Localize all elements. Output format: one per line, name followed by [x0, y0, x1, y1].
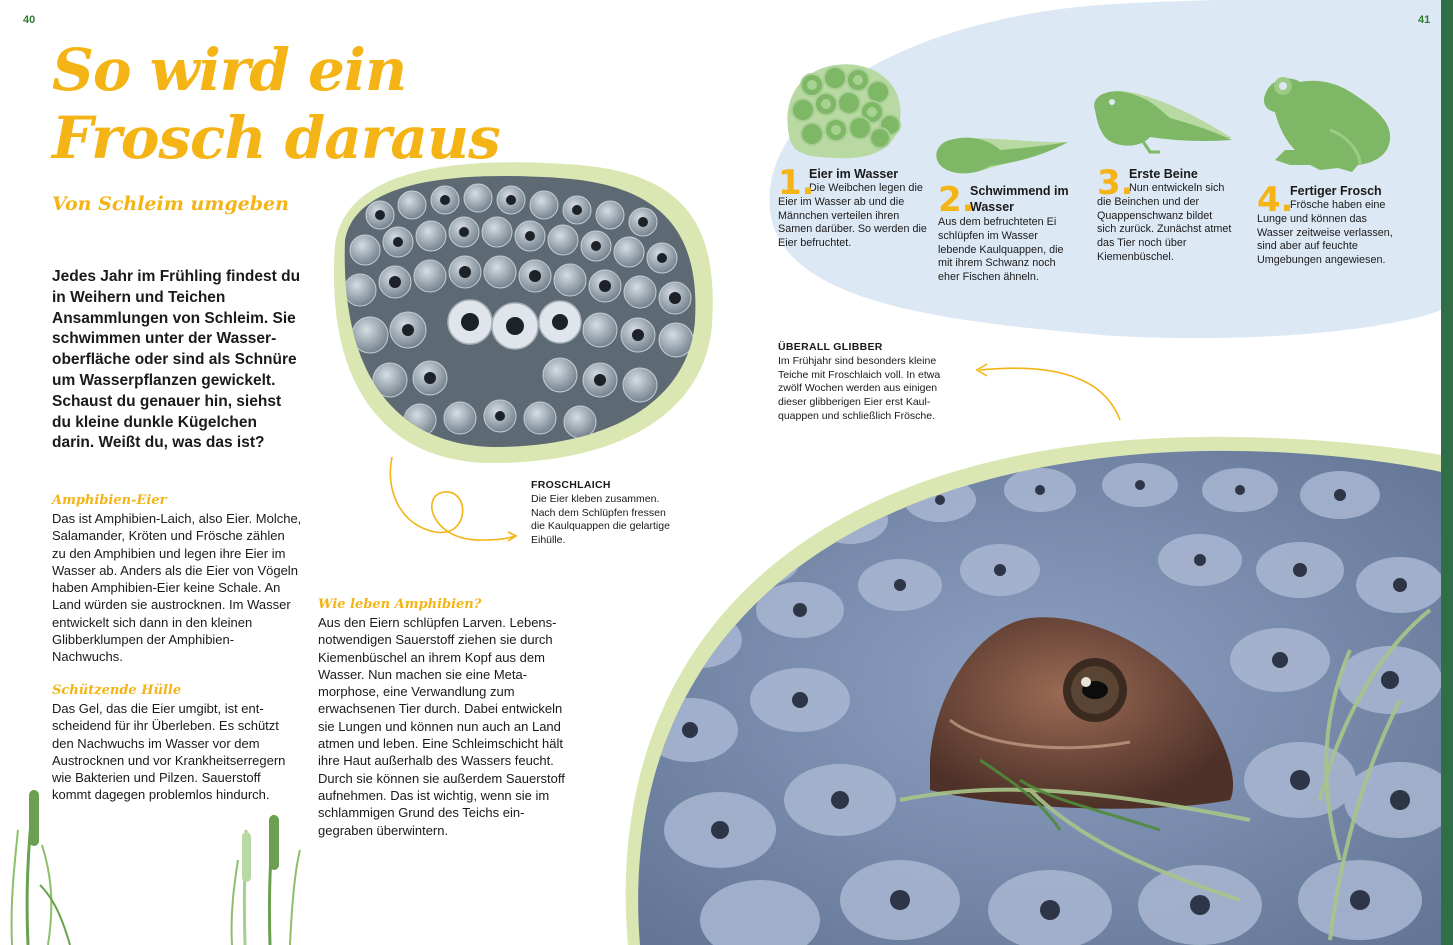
stage-4 [1257, 180, 1402, 268]
page-subtitle: Von Schleim umgeben [52, 193, 289, 215]
section-text: Das Gel, das die Eier umgibt, ist entscheidend für ihr Überleben. Es schützt den Nachwuchs im Wasser vor dem Austrocknen und vor Krankheitserregern wie Bakterien und Pilzen. Sauerstoff kommt dagegen problemlos hindurch. [52, 701, 286, 803]
stage-number: 4. [1257, 180, 1294, 220]
stage-1 [778, 163, 928, 251]
stage-number: 3. [1097, 163, 1134, 203]
arrow-froschlaich [390, 457, 515, 540]
reed-plants [12, 790, 300, 945]
section-heading: Amphibien-Eier [52, 493, 167, 508]
stage-number: 2. [938, 180, 975, 220]
page-number-left: 40 [23, 14, 36, 26]
caption-ueberall-glibber [778, 341, 953, 424]
section-text: Das ist Amphibien-Laich, also Eier. Molche, Salamander, Kröten und Frösche zählen zu den Amphibien und legen ihre Eier im Wasser ab. Anders als die Eier von Vögeln haben Amphibien-Eier keine Schale. An Land würden sie austrocknen. Im Wasser entwickelt sich dann in den kleinen Glibberklumpen der Amphibien-Nachwuchs. [52, 511, 302, 665]
title-line-2: Frosch daraus [52, 104, 500, 172]
section-text: Aus den Eiern schlüpfen Larven. Lebensnotwendigen Sauerstoff ziehen sie durch Kiemenbüschel an ihrem Kopf aus dem Wasser. Nun machen sie eine Metamorphose, eine Verwandlung zum erwachsenen Tier durch. Dabei entwickeln sie Lungen und können nun auch an Land atmen und leben. Eine Schleimschicht hält ihre Haut außerhalb des Wassers feucht. Durch sie können sie außerdem Sauerstoff aufnehmen. Das ist wichtig, wenn sie im schlammigen Grund des Teichs eingegraben überwintern. [318, 615, 565, 838]
title-line-1: So wird ein [52, 36, 407, 104]
stage-title: Eier im Wasser [809, 167, 899, 181]
stage-text: Frösche haben eine Lunge und können das Wasser zeitweise verlassen, sind aber auf feuchte Umgebungen angewiesen. [1257, 199, 1393, 267]
page-edge-strip [1441, 0, 1453, 945]
caption-text: Im Frühjahr sind besonders kleine Teiche mit Froschlaich voll. In etwa zwölf Wochen werden aus einigen dieser glibberigen Eier erst Kaulquappen und schließlich Frösche. [778, 354, 941, 422]
page-title [52, 36, 500, 172]
stage-text: Die Weibchen legen die Eier im Wasser ab und die Männchen verteilen ihren Samen darüber. So werden die Eier befruchtet. [778, 182, 927, 250]
stage-text: Nun entwickeln sich die Beinchen und der Quappenschwanz bildet sich zurück. Zunächst atmet das Tier noch über Kiemenbüschel. [1097, 182, 1232, 263]
stage-3 [1097, 163, 1232, 265]
stage-title: Schwimmend im Wasser [970, 184, 1069, 214]
section-schuetzende-huelle [52, 683, 302, 804]
stage-title: Erste Beine [1129, 167, 1198, 181]
stage-2 [938, 180, 1078, 285]
caption-text: Die Eier kleben zusammen. Nach dem Schlüpfen fressen die Kaulquappen die gelartige Eihülle. [531, 492, 670, 547]
section-heading: Wie leben Amphibien? [318, 597, 482, 612]
stage-text: Aus dem befruchteten Ei schlüpfen im Wasser lebende Kaulquappen, die mit ihrem Schwanz noch eher Fischen ähneln. [938, 216, 1064, 284]
stage-1-egg-cluster-icon [787, 64, 900, 158]
page-number-right: 41 [1418, 14, 1431, 26]
stage-number: 1. [778, 163, 815, 203]
section-wie-leben-amphibien [318, 597, 573, 839]
intro-paragraph: Jedes Jahr im Frühling findest du in Weihern und Teichen Ansammlungen von Schleim. Sie schwimmen unter der Wasseroberfläche oder sind als Schnüre um Wasserpflanzen gewickelt. Schaust du genauer hin, siehst du kleine dunkle Kügelchen darin. Weißt du, was das ist? [52, 268, 301, 452]
caption-title: FROSCHLAICH [531, 479, 611, 491]
caption-title: ÜBERALL GLIBBER [778, 341, 883, 353]
frog-photo [620, 430, 1453, 945]
arrow-glibber [980, 368, 1120, 420]
section-amphibien-eier [52, 493, 302, 666]
stage-title: Fertiger Frosch [1290, 184, 1382, 198]
caption-froschlaich [531, 479, 671, 548]
section-heading: Schützende Hülle [52, 683, 182, 698]
